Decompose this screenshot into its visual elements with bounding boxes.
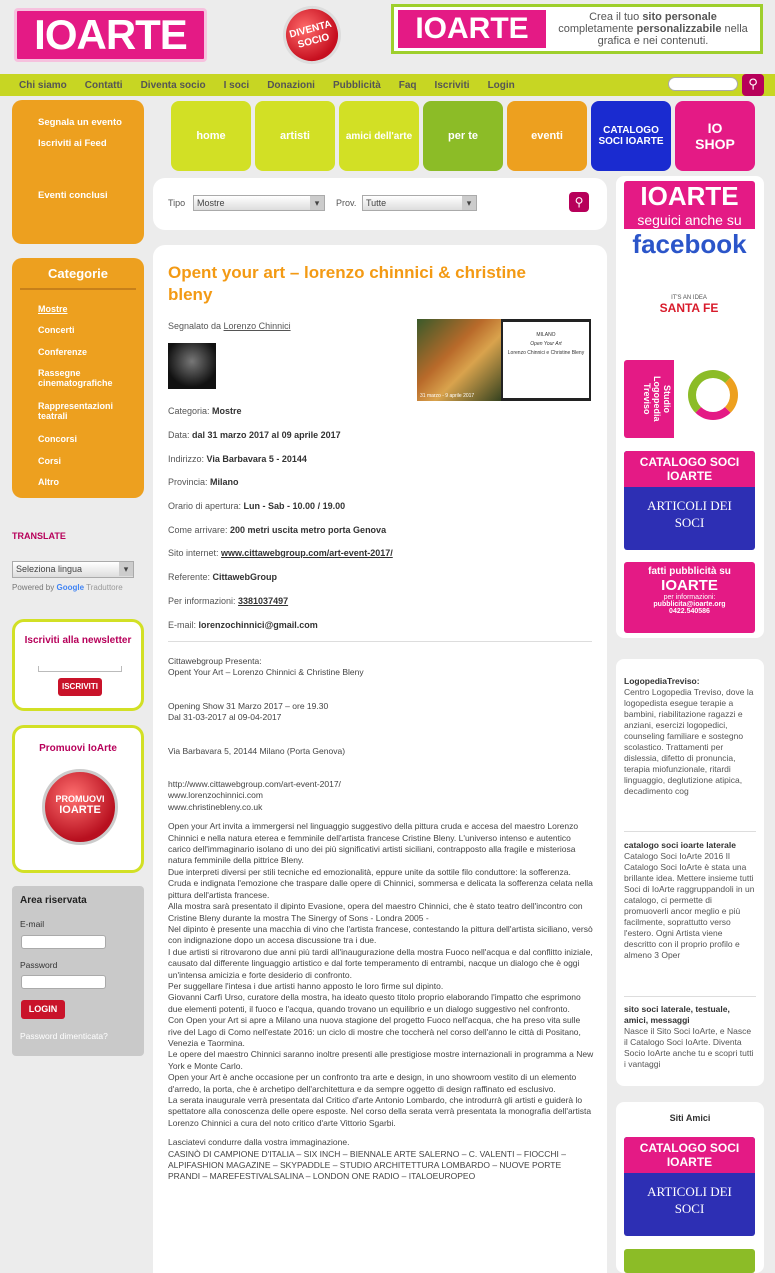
logopedia-banner[interactable]: [624, 360, 755, 438]
event-title: Opent your art – lorenzo chinnici & christine bleny: [168, 263, 527, 304]
login-button[interactable]: LOGIN: [21, 1000, 65, 1019]
tab-eventi[interactable]: eventi: [507, 101, 587, 171]
tab-amici-arte[interactable]: amici dell'arte: [339, 101, 419, 171]
event-poster[interactable]: [417, 319, 591, 401]
info-divider: [168, 641, 592, 642]
news-divider: [624, 996, 756, 997]
news-item[interactable]: LogopediaTreviso: Centro Logopedia Treviso, dove la logopedista esegue terapie a bambini, riabilitazione ragazzi e anziani, esercizi logopedici, counseling familiare e sostegno scolastico. Trattamenti per dislessia, difetto di pronuncia, terapia miofunzionale, ritardi linguaggio, deglutizione atipica, decadimento cog: [624, 676, 754, 796]
cat-mostre[interactable]: Mostre: [38, 304, 68, 314]
indirizzo-row: Indirizzo: Via Barbavara 5 - 20144: [168, 454, 307, 464]
info-row: Per informazioni: 3381037497: [168, 596, 289, 606]
catalogo-soci-banner[interactable]: CATALOGO SOCI IOARTE ARTICOLI DEI SOCI: [624, 451, 755, 550]
provincia-row: Provincia: Milano: [168, 477, 239, 487]
promuovi-box: [12, 725, 144, 873]
promuovi-title: Promuovi IoArte: [39, 743, 117, 754]
green-banner[interactable]: [624, 1249, 755, 1273]
ioarte-logo[interactable]: IOARTE: [14, 8, 207, 62]
filter-search-icon[interactable]: ⚲: [569, 192, 589, 212]
pubblicita-banner[interactable]: fatti pubblicità su IOARTE per informazioni: pubblicita@ioarte.org 0422.540586: [624, 562, 755, 633]
tipo-select[interactable]: Mostre ▾: [193, 195, 325, 211]
data-row: Data: dal 31 marzo 2017 al 09 aprile 2017: [168, 430, 341, 440]
search-input[interactable]: [668, 77, 738, 91]
categorie-divider: [20, 288, 136, 290]
catalogo-soci-banner-2[interactable]: CATALOGO SOCI IOARTE ARTICOLI DEI SOCI: [624, 1137, 755, 1236]
segnalato-link[interactable]: Lorenzo Chinnici: [223, 321, 291, 331]
news-divider: [624, 831, 756, 832]
translate-title: TRANSLATE: [12, 531, 66, 541]
cat-concerti[interactable]: Concerti: [38, 325, 75, 335]
nav-iscriviti[interactable]: Iscriviti: [434, 79, 470, 91]
sito-row: Sito internet: www.cittawebgroup.com/art-event-2017/: [168, 548, 393, 558]
nav-chi-siamo[interactable]: Chi siamo: [19, 79, 67, 91]
segnalato-da: Segnalato da Lorenzo Chinnici: [168, 321, 291, 331]
cat-rassegne[interactable]: Rassegne cinematografiche: [38, 368, 113, 388]
siti-amici-title: Siti Amici: [669, 1113, 711, 1123]
nav-contatti[interactable]: Contatti: [84, 79, 123, 91]
cat-corsi[interactable]: Corsi: [38, 456, 62, 466]
tab-artisti[interactable]: artisti: [255, 101, 335, 171]
nav-faq[interactable]: Faq: [398, 79, 417, 91]
iscriviti-button[interactable]: ISCRIVITI: [58, 678, 102, 696]
studio-label: Studio Logopedia Treviso: [624, 360, 674, 438]
categorie-title: Categorie: [48, 266, 108, 281]
password-field[interactable]: [21, 975, 106, 989]
nav-i-soci[interactable]: I soci: [223, 79, 250, 91]
categorie-box: [12, 258, 144, 498]
iscriviti-feed-link[interactable]: Iscriviti ai Feed: [38, 138, 107, 149]
prov-select[interactable]: Tutte ▾: [362, 195, 477, 211]
filter-box: [153, 178, 607, 230]
poster-text: MILANO Open Your Art Lorenzo Chinnici e Christine Bleny: [503, 322, 589, 398]
referente-row: Referente: CittawebGroup: [168, 572, 278, 582]
nav-login[interactable]: Login: [487, 79, 515, 91]
eventi-conclusi-link[interactable]: Eventi conclusi: [38, 190, 108, 201]
tab-shop[interactable]: [675, 101, 755, 171]
email-label: E-mail: [20, 919, 45, 929]
diventa-socio-badge[interactable]: DIVENTA SOCIO: [276, 0, 347, 71]
search-icon[interactable]: ⚲: [742, 74, 764, 96]
info-phone-link[interactable]: 3381037497: [238, 596, 289, 606]
logopedia-logo-icon: [674, 360, 755, 438]
tab-per-te[interactable]: per te: [423, 101, 503, 171]
arrivare-row: Come arrivare: 200 metri uscita metro porta Genova: [168, 525, 387, 535]
nav-diventa-socio[interactable]: Diventa socio: [140, 79, 206, 91]
santafe-logo[interactable]: IT'S AN IDEA SANTA FE: [659, 295, 719, 315]
tipo-label: Tipo: [168, 198, 186, 208]
banner-text: Crea il tuo sito personale completamente personalizzabile nella grafica e nei contenuti.: [558, 11, 748, 47]
top-nav: [0, 74, 775, 96]
nav-pubblicita[interactable]: Pubblicità: [332, 79, 381, 91]
tab-home[interactable]: home: [171, 101, 251, 171]
powered-by: Powered by Google Traduttore: [12, 583, 123, 592]
area-title: Area riservata: [20, 895, 87, 906]
segnala-evento-link[interactable]: Segnala un evento: [38, 117, 122, 128]
cat-rappresentazioni[interactable]: Rappresentazioni teatrali: [38, 401, 114, 421]
top-banner[interactable]: [391, 4, 763, 54]
newsletter-box: [12, 619, 144, 711]
sito-link[interactable]: www.cittawebgroup.com/art-event-2017/: [221, 548, 393, 558]
promuovi-badge[interactable]: PROMUOVI IOARTE: [42, 769, 118, 845]
email-row: E-mail: lorenzochinnici@gmail.com: [168, 620, 318, 630]
newsletter-title: Iscriviti alla newsletter: [24, 635, 132, 646]
shop-label: SHOP: [695, 136, 735, 152]
event-links-box: [12, 100, 144, 244]
newsletter-input[interactable]: [38, 666, 122, 672]
nav-donazioni[interactable]: Donazioni: [267, 79, 315, 91]
cat-concorsi[interactable]: Concorsi: [38, 434, 78, 444]
tab-catalogo-soci[interactable]: CATALOGO SOCI IOARTE: [591, 101, 671, 171]
area-riservata-box: [12, 886, 144, 1056]
orario-row: Orario di apertura: Lun - Sab - 10.00 / 19.00: [168, 501, 346, 511]
author-avatar[interactable]: [168, 343, 216, 389]
cat-conferenze[interactable]: Conferenze: [38, 347, 88, 357]
event-description: Cittawebgroup Presenta: Opent Your Art – Lorenzo Chinnici & Christine Bleny Opening Show 31 Marzo 2017 – ore 19.30 Dal 31-03-2017 al 09-04-2017 Via Barbavara 5, 20144 Milano (Porta Genova) http://www.cittawebgroup.com/art-event-2017/ www.lorenzochinnici.com www.christinebleny.co.uk Open your Art invita a immergersi nel linguaggio suggestivo della pittura cruda e accesa del maestro Lorenzo Chinnici e nella natura eterea e femminile dell'artista francese Cristine Bleny. L'universo intenso e autentico carico dell'immaginario isolano di uno dei più significativi artisti siciliani, contrapposto alla fragile e misteriosa natura femminile della pittrice Bleny. Due interpreti diversi per stili tecniche ed emozionalità, eppure unite da sottile filo conduttore: la sofferenza. Cruda e indignata l'emozione che traspare dalle opere di Chinnici, sommersa e delicata la sofferenza celata nella pittura dell'artista francese. Alla mostra sarà presentato il dipinto Evasione, opera del maestro Chinnici, che è stato teatro dell'incontro con Cristine Bleny durante la mostra The Sinergy of Sons - Londra 2005 - Nel dipinto è presente una macchia di vino che l'artista francese, contestando la pittura dell'artista siciliano, versò con indignazione dopo un accesa discussione tra i due. I due artisti si ritrovarono due anni più tardi all'inaugurazione della mostra Fuoco nell'acqua e dal conflitto iniziale, causato dal differente linguaggio artistico e dal forte temperamento di entrambi, nacque un dialogo che è oggi un'intensa amicizia e forte desiderio di confronto. Per suggellare l'intesa i due artisti hanno apposto le loro firme sul dipinto. Giovanni Carfì Urso, curatore della mostra, ha ideato questo titolo proprio elaborando l'impatto che esprimono due elementi potenti, il fuoco e l'acqua, quando trovano un equilibrio e un dialogo suggestivo nel confronto. Con Open your Art si apre a Milano una nuova stagione del progetto Fuoco nell'acqua, che ha preso vita sulle rive del Lago di Como nell'estate 2016: un ciclo di mostre che toccherà nel corso dell'anno le città di Positano, Venezia e Taormina. Le opere del maestro Chinnici saranno inoltre presenti alle prestigiose mostre internazionali in programma a New York e Monte Carlo. Open your Art è anche occasione per un confronto tra arte e design, in uno showroom vestito di un elemento d'arredo, la porta, che è archetipo dell'architettura e da sempre oggetto di design raffinato ed esclusivo. La serata inaugurale verrà presentata dal Critico d'arte Antonio Lombardo, che introdurrà gli artisti e guiderà lo spettatore alla conoscenza delle opere esposte. Nel corso della serata verrà presentata la monografia dell'artista Lorenzo Chinnici a cura del noto critico d'arte Vittorio Sgarbi. Lasciatevi condurre dalla vostra immaginazione. CASINÒ DI CAMPIONE D'ITALIA – SIX INCH – BIENNALE ARTE SALERNO – C. VALENTI – FIOCCHI – ALPIFASHION MAGAZINE – SKYPADDLE – STUDIO ARCHITETTURA LOMBARDO – NUOVE PORTE PRANDI – MAREFESTIVALSALINA – LONDON ONE RADIO – ITALOEUROPEO: [168, 656, 594, 1182]
shop-logo: IO: [707, 120, 723, 136]
banner-logo: IOARTE: [398, 10, 546, 48]
email-field[interactable]: [21, 935, 106, 949]
cat-altro[interactable]: Altro: [38, 477, 59, 487]
password-forgot-link[interactable]: Password dimenticata?: [20, 1031, 108, 1041]
prov-label: Prov.: [336, 198, 357, 208]
password-label: Password: [20, 960, 58, 970]
news-item[interactable]: catalogo soci ioarte laterale Catalogo Soci IoArte 2016 Il Catalogo Soci IoArte è stata una brillante idea. Mettere insieme tutti Soci di IoArte raggruppandoli in un catalogo, ci permette di promuoverli ancor meglio e più facilmente, soprattutto verso l'estero. Ogni Artista viene descritto con il proprio profilo e almeno 3 Oper: [624, 840, 755, 960]
categoria-row: Categoria: Mostre: [168, 406, 242, 416]
lingua-select[interactable]: Seleziona lingua ▾: [12, 561, 134, 578]
facebook-banner[interactable]: IOARTE seguici anche su facebook: [624, 181, 755, 259]
poster-painting: 31 marzo - 9 aprile 2017: [417, 319, 501, 401]
news-item[interactable]: sito soci laterale, testuale, amici, messaggi Nasce il Sito Soci IoArte, e Nasce il Catalogo Soci IoArte. Diventa Socio IoArte anche tu e scopri tutti i vantaggi: [624, 1004, 754, 1069]
